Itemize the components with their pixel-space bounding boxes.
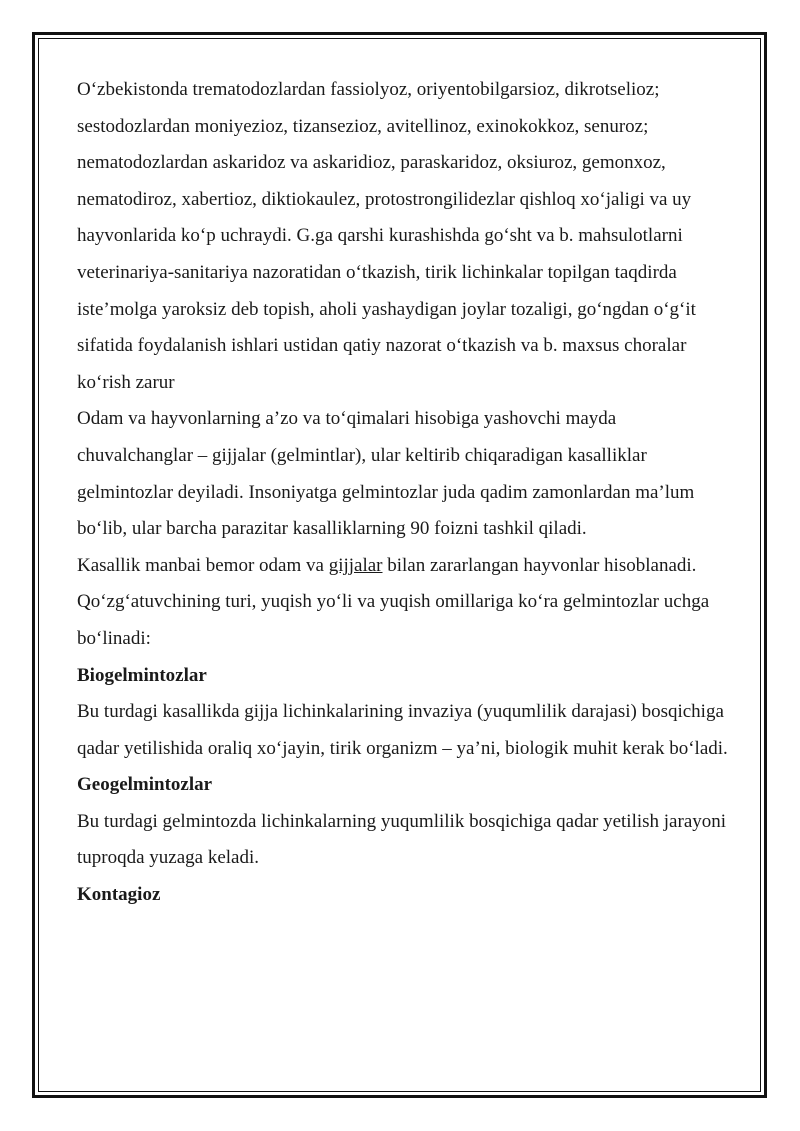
heading-biogelmintozlar: Biogelmintozlar <box>77 664 207 686</box>
paragraph-infection-source-end: bilan zararlangan hayvonlar hisoblanadi. Qo‘zg‘atuvchining turi, yuqish yo‘li va yuqish omillariga ko‘ra gelmintozlar uchga bo‘linadi: <box>77 554 710 649</box>
paragraph-infection-source <box>77 548 737 658</box>
gijjalar-link[interactable]: gijjalar <box>328 554 383 576</box>
paragraph-helminthiases-uzbekistan: O‘zbekistonda trematodozlardan fassiolyoz, oriyentobilgarsioz, dikrotselioz; sestodozlardan moniyezioz, tizansezioz, avitellinoz, exinokokkoz, senuroz; nematodozlardan askaridoz va askaridioz, paraskaridoz, oksiuroz, gemonxoz, nematodiroz, xabertioz, diktiokaulez, protostrongilidezlar qishloq xo‘jaligi va uy hayvonlarida ko‘p uchraydi. G.ga qarshi kurashishda go‘sht va b. mahsulotlarni veterinariya-sanitariya nazoratidan o‘tkazish, tirik lichinkalar topilgan taqdirda iste’molga yaroksiz deb topish, aholi yashaydigan joylar tozaligi, go‘ngdan o‘g‘it sifatida foydalanish ishlari ustidan qatiy nazorat o‘tkazish va b. maxsus choralar ko‘rish zarur <box>77 79 696 393</box>
document-body <box>77 72 737 914</box>
heading-kontagioz: Kontagioz <box>77 884 161 906</box>
paragraph-biogelmintozlar: Bu turdagi kasallikda gijja lichinkalarining invaziya (yuqumlilik darajasi) bosqichiga qadar yetilishida oraliq xo‘jayin, tirik organizm – ya’ni, biologik muhit kerak bo‘ladi. <box>77 701 728 759</box>
heading-geogelmintozlar: Geogelmintozlar <box>77 774 213 796</box>
paragraph-infection-source-start: Kasallik manbai bemor odam va <box>77 554 329 576</box>
paragraph-helminth-definition: Odam va hayvonlarning a’zo va to‘qimalari hisobiga yashovchi mayda chuvalchanglar – gijjalar (gelmintlar), ular keltirib chiqaradigan kasalliklar gelmintozlar deyiladi. Insoniyatga gelmintozlar juda qadim zamonlardan ma’lum bo‘lib, ular barcha parazitar kasalliklarning 90 foizni tashkil qiladi. <box>77 408 695 540</box>
paragraph-geogelmintozlar: Bu turdagi gelmintozda lichinkalarning yuqumlilik bosqichiga qadar yetilish jarayoni tuproqda yuzaga keladi. <box>77 810 727 869</box>
